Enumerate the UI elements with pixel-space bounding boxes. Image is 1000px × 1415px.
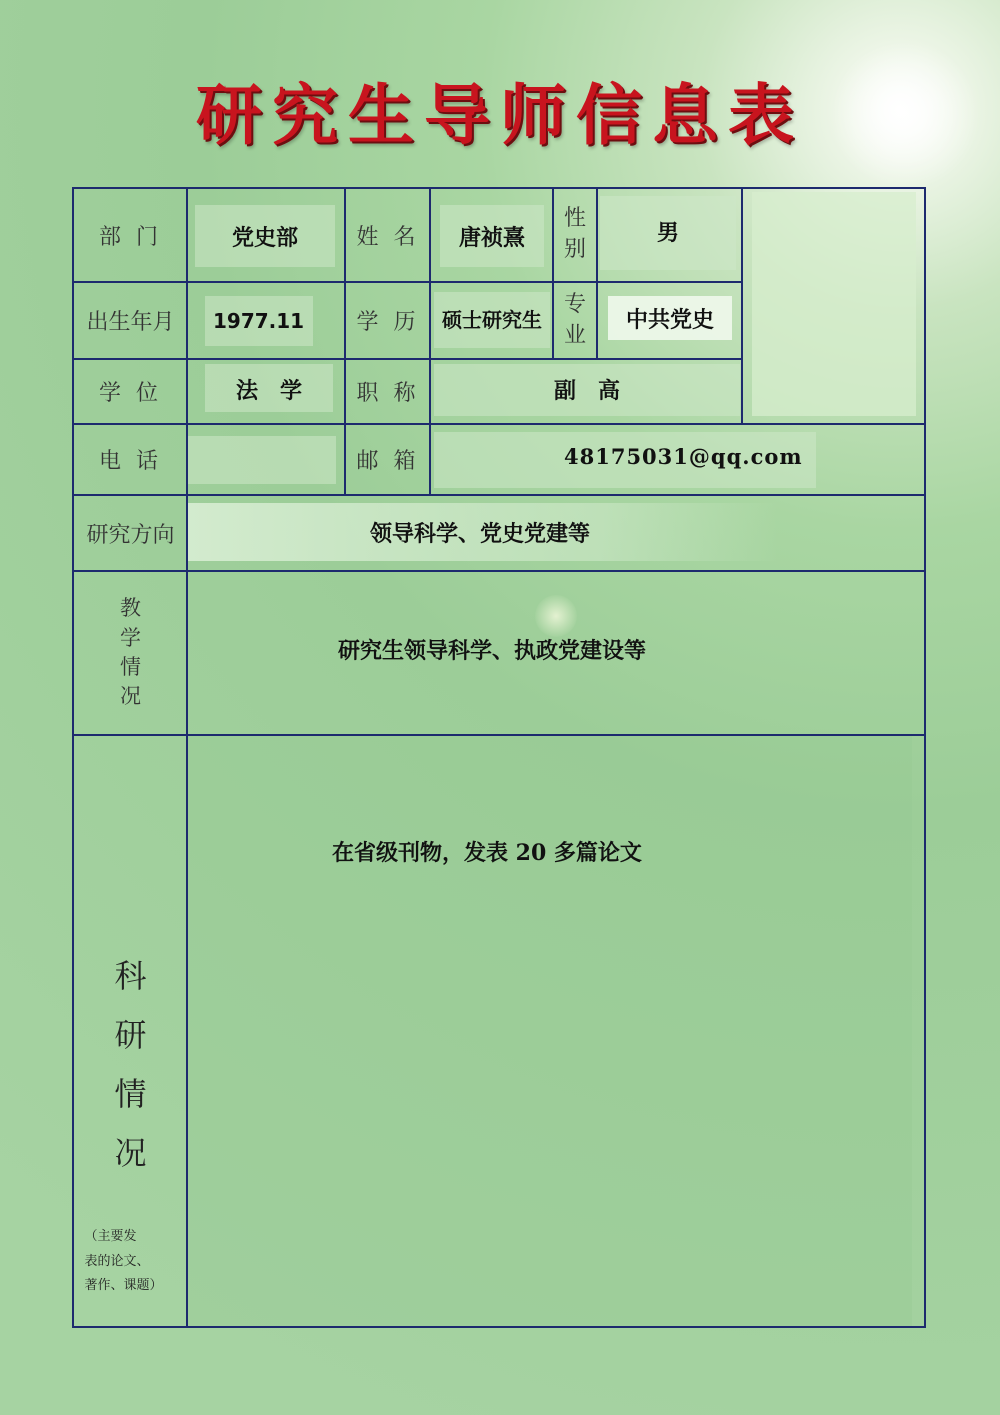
grid-line (72, 570, 926, 572)
research-text: 在省级刊物，发表 20 多篇论文 (332, 840, 642, 866)
major-label-char-1: 专 (563, 291, 586, 317)
teaching-text: 研究生领导科学、执政党建设等 (338, 638, 647, 664)
photo-box (752, 192, 916, 416)
gender-label-char-2: 别 (563, 237, 586, 262)
gender-value-text: 男 (656, 220, 679, 246)
research-value (188, 736, 922, 1326)
gender-label-char-1: 性 (563, 206, 586, 232)
gender-value (600, 196, 736, 270)
major-label (554, 283, 596, 358)
research-note-line-2: 表的论文、 (84, 1253, 150, 1269)
degree-label: 学 位 (99, 381, 162, 406)
grid-line (72, 358, 742, 360)
research-label-char-1: 科 (114, 956, 147, 995)
research-direction-value (188, 503, 778, 561)
grid-line (72, 734, 924, 736)
department-label: 部 门 (99, 224, 162, 250)
name-value: 唐祯熹 (440, 205, 544, 267)
gender-label (554, 189, 596, 281)
birth-value: 1977.11 (205, 296, 313, 346)
grid-line (344, 187, 346, 496)
grid-line (72, 1326, 926, 1328)
research-label-char-3: 情 (114, 1075, 147, 1113)
research-label-char-2: 研 (114, 1015, 147, 1054)
grid-line (429, 187, 431, 496)
teaching-label-char-4: 况 (120, 684, 141, 709)
grid-line (552, 187, 554, 360)
page-title: 研究生导师信息表 (196, 77, 804, 154)
grid-line (72, 187, 74, 1328)
birth-label: 出生年月 (86, 310, 175, 335)
teaching-value (188, 572, 922, 734)
research-note (74, 1222, 187, 1302)
email-label: 邮 箱 (356, 449, 420, 474)
major-label-char-2: 业 (563, 322, 586, 348)
email-value: 48175031@qq.com (434, 432, 816, 488)
major-value: 中共党史 (608, 296, 732, 340)
degree-value: 法 学 (205, 364, 333, 412)
phone-label: 电 话 (99, 449, 162, 474)
department-value: 党史部 (195, 205, 335, 267)
grid-line (72, 423, 926, 425)
grid-line (741, 187, 743, 425)
education-value: 硕士研究生 (434, 292, 550, 348)
research-label (74, 945, 187, 1185)
title-value: 副 高 (434, 364, 740, 416)
title-label: 职 称 (356, 381, 420, 406)
teaching-label-char-1: 教 (120, 596, 141, 621)
phone-value (188, 436, 336, 484)
grid-line (924, 187, 926, 1328)
grid-line (72, 494, 926, 496)
research-note-line-3: 著作、课题） (84, 1278, 163, 1294)
teaching-label-char-2: 学 (120, 625, 141, 650)
research-direction-text: 领导科学、党史党建等 (370, 520, 591, 547)
grid-line (72, 187, 926, 189)
research-label-char-4: 况 (114, 1134, 147, 1173)
grid-line (72, 281, 742, 283)
teaching-label (74, 572, 187, 734)
name-label: 姓 名 (356, 224, 420, 250)
research-note-line-1: （主要发 (84, 1228, 137, 1244)
teaching-label-char-3: 情 (120, 655, 141, 679)
grid-line (596, 187, 598, 360)
grid-line (186, 187, 188, 1328)
education-label: 学 历 (356, 310, 420, 335)
research-direction-label: 研究方向 (86, 522, 175, 548)
